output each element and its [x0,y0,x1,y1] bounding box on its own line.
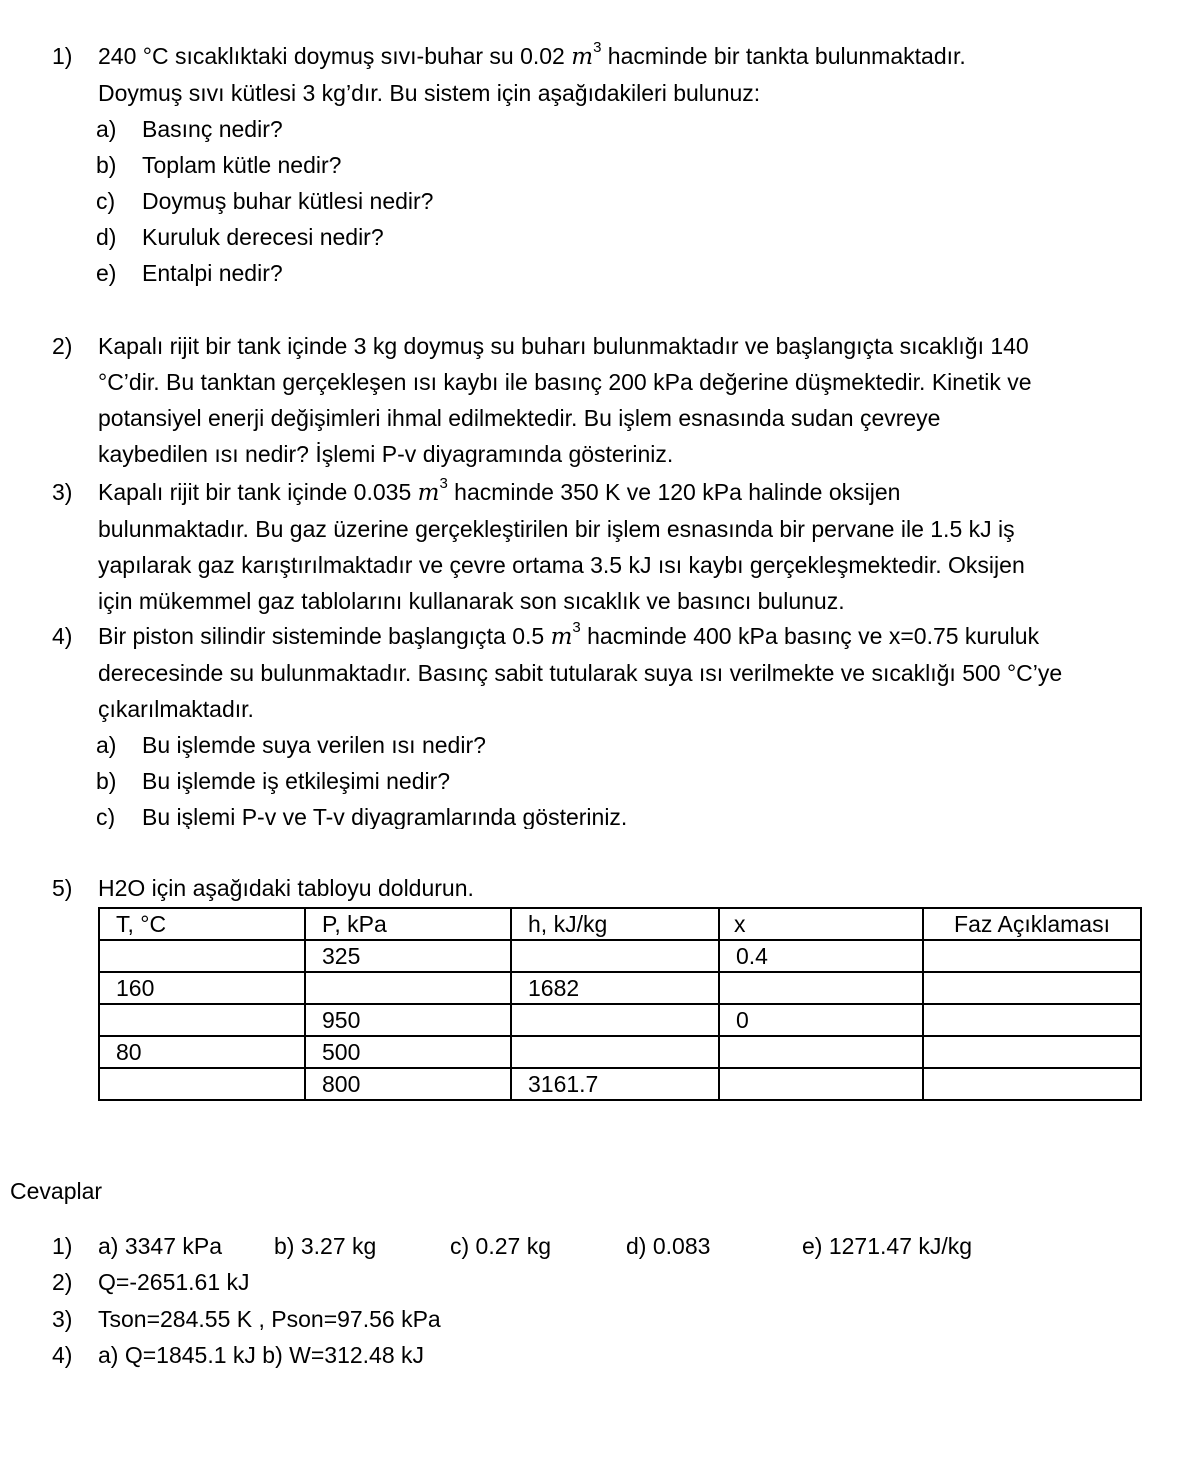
table-cell [923,1036,1141,1068]
text-line: çıkarılmaktadır. [98,696,254,722]
table-cell: 3161.7 [511,1068,719,1100]
sub-question: b) Bu işlemde iş etkileşimi nedir? [96,768,451,794]
table-cell: 160 [99,972,305,1004]
question-number: 1) [52,43,73,69]
question-5-text: H2O için aşağıdaki tabloyu doldurun. [98,875,474,901]
answer-number: 3) [52,1306,73,1332]
table-cell: 80 [99,1036,305,1068]
text-line: Bir piston silindir sisteminde başlangıçta 0.5 $m^3$ hacminde 400 kPa basınç ve x=0.75 kuruluk [98,619,1040,650]
answer-text: a) Q=1845.1 kJ b) W=312.48 kJ [98,1342,425,1368]
table-row [99,1068,1141,1100]
answer-part: a) 3347 kPa [98,1233,223,1259]
text-line: derecesinde su bulunmaktadır. Basınç sabit tutularak suya ısı verilmekte ve sıcaklığı 500 °C’ye [98,660,1063,686]
unit-m: m [417,480,440,506]
text-line: potansiyel enerji değişimleri ihmal edilmektedir. Bu işlem esnasında sudan çevreye [98,405,941,431]
table-cell: 0.4 [719,940,923,972]
text-line: için mükemmel gaz tablolarını kullanarak son sıcaklık ve basıncı bulunuz. [98,588,845,614]
table-cell: 0 [719,1004,923,1036]
table-header: h, kJ/kg [511,908,719,940]
answer-number: 1) [52,1233,73,1259]
sub-question: c) Doymuş buhar kütlesi nedir? [96,188,434,214]
table-cell [719,1068,923,1100]
table-header-row [99,908,1141,940]
answer-part: e) 1271.47 kJ/kg [802,1233,973,1259]
table-cell [99,940,305,972]
table-cell [99,1004,305,1036]
sub-question: d) Kuruluk derecesi nedir? [96,224,384,250]
question-5 [52,870,1152,906]
text-line: kaybedilen ısı nedir? İşlemi P-v diyagramında gösteriniz. [98,441,674,467]
answer-number: 4) [52,1342,73,1368]
sub-question: a) Basınç nedir? [96,116,283,142]
answers-title: Cevaplar [10,1178,103,1204]
answer-part: d) 0.083 [626,1233,711,1259]
exponent: 3 [439,475,448,493]
table-header: P, kPa [305,908,511,940]
text-line: °C’dir. Bu tanktan gerçekleşen ısı kaybı ile basınç 200 kPa değerine düşmektedir. Kinetik ve [98,369,1032,395]
text-line: yapılarak gaz karıştırılmaktadır ve çevre ortama 3.5 kJ ısı kaybı gerçekleşmektedir. Oksijen [98,552,1025,578]
unit-m: m [550,624,573,650]
table-cell [923,972,1141,1004]
unit-m: m [571,44,594,70]
table-cell: 1682 [511,972,719,1004]
table-cell [719,1036,923,1068]
table-cell: 950 [305,1004,511,1036]
answer-2 [52,1264,1152,1300]
text-line: Kapalı rijit bir tank içinde 3 kg doymuş su buharı bulunmaktadır ve başlangıçta sıcaklığı 140 [98,333,1029,359]
table-header: x [719,908,923,940]
answer-text: Q=-2651.61 kJ [98,1269,250,1295]
question-1-line-2: Doymuş sıvı kütlesi 3 kg’dır. Bu sistem için aşağıdakileri bulunuz: [98,80,761,106]
question-number: 3) [52,479,73,505]
answer-text: Tson=284.55 K , Pson=97.56 kPa [98,1306,441,1332]
answer-part: c) 0.27 kg [450,1233,551,1259]
table-cell [511,940,719,972]
table-cell [923,940,1141,972]
question-1 [52,38,1152,291]
table-row [99,940,1141,972]
answer-4 [52,1337,1152,1373]
table-cell: 500 [305,1036,511,1068]
table-cell [923,1068,1141,1100]
question-2 [52,328,1152,472]
question-4 [52,618,1152,829]
answer-part: b) 3.27 kg [274,1233,377,1259]
sub-question: b) Toplam kütle nedir? [96,152,342,178]
table-cell [511,1036,719,1068]
table-cell: 325 [305,940,511,972]
h2o-table [98,907,1142,1101]
question-number: 4) [52,623,73,649]
sub-question: c) Bu işlemi P-v ve T-v diyagramlarında gösteriniz. [96,804,628,829]
table-cell [305,972,511,1004]
question-number: 2) [52,333,73,359]
table-row [99,1004,1141,1036]
table-cell: 800 [305,1068,511,1100]
table-cell [923,1004,1141,1036]
table-row [99,1036,1141,1068]
question-1-line-1: 240 °C sıcaklıktaki doymuş sıvı-buhar su 0.02 $m^3$ hacminde bir tankta bulunmaktadır. [98,39,966,70]
exponent: 3 [572,619,581,637]
text-line: bulunmaktadır. Bu gaz üzerine gerçekleştirilen bir işlem esnasında bir pervane ile 1.5 kJ iş [98,516,1015,542]
answer-number: 2) [52,1269,73,1295]
text-line: Kapalı rijit bir tank içinde 0.035 $m^3$ hacminde 350 K ve 120 kPa halinde oksijen [98,475,901,506]
table-cell [99,1068,305,1100]
table-header: Faz Açıklaması [923,908,1141,940]
table-header: T, °C [99,908,305,940]
sub-question: e) Entalpi nedir? [96,260,283,286]
question-3 [52,474,1152,619]
table-cell [719,972,923,1004]
exponent: 3 [593,39,602,57]
answer-3 [52,1301,1152,1337]
table-row [99,972,1141,1004]
question-number: 5) [52,875,73,901]
sub-question: a) Bu işlemde suya verilen ısı nedir? [96,732,486,758]
table-cell [511,1004,719,1036]
